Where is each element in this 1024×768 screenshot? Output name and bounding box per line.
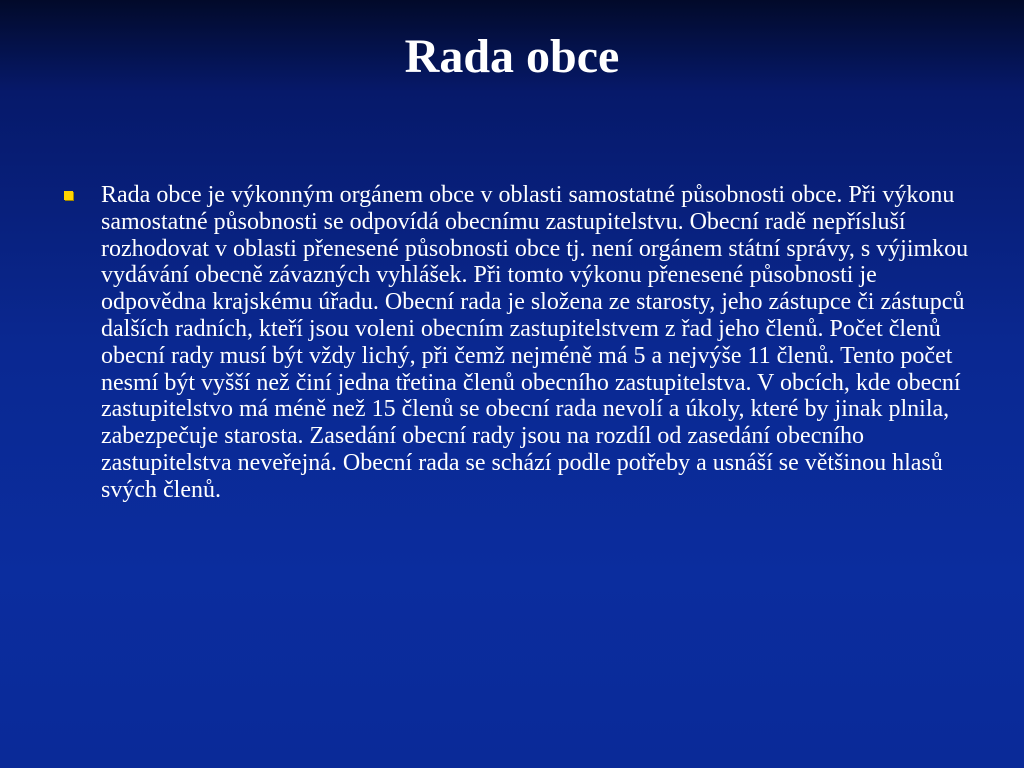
bullet-text: Rada obce je výkonným orgánem obce v oblasti samostatné působnosti obce. Při výkonu samostatné působnosti se odpovídá obecnímu zastupitelstvu. Obecní radě nepřísluší rozhodovat v oblasti přenesené působnosti obce tj. není orgánem státní správy, s výjimkou vydávání obecně závazných vyhlášek. Při tomto výkonu přenesené působnosti je odpovědna krajskému úřadu. Obecní rada je složena ze starosty, jeho zástupce či zástupců dalších radních, kteří jsou voleni obecním zastupitelstvem z řad jeho členů. Počet členů obecní rady musí být vždy lichý, při čemž nejméně má 5 a nejvýše 11 členů. Tento počet nesmí být vyšší než činí jedna třetina členů obecního zastupitelstva. V obcích, kde obecní zastupitelstvo má méně než 15 členů se obecní rada nevolí a úkoly, které by jinak plnila, zabezpečuje starosta. Zasedání obecní rady jsou na rozdíl od zasedání obecního zastupitelstva neveřejná. Obecní rada se schází podle potřeby a usnáší se většinou hlasů svých členů.: [101, 182, 969, 503]
bullet-item: [60, 182, 970, 504]
square-bullet-icon: [64, 191, 73, 200]
slide-title: Rada obce: [404, 30, 620, 83]
bullet-list: [60, 182, 970, 504]
